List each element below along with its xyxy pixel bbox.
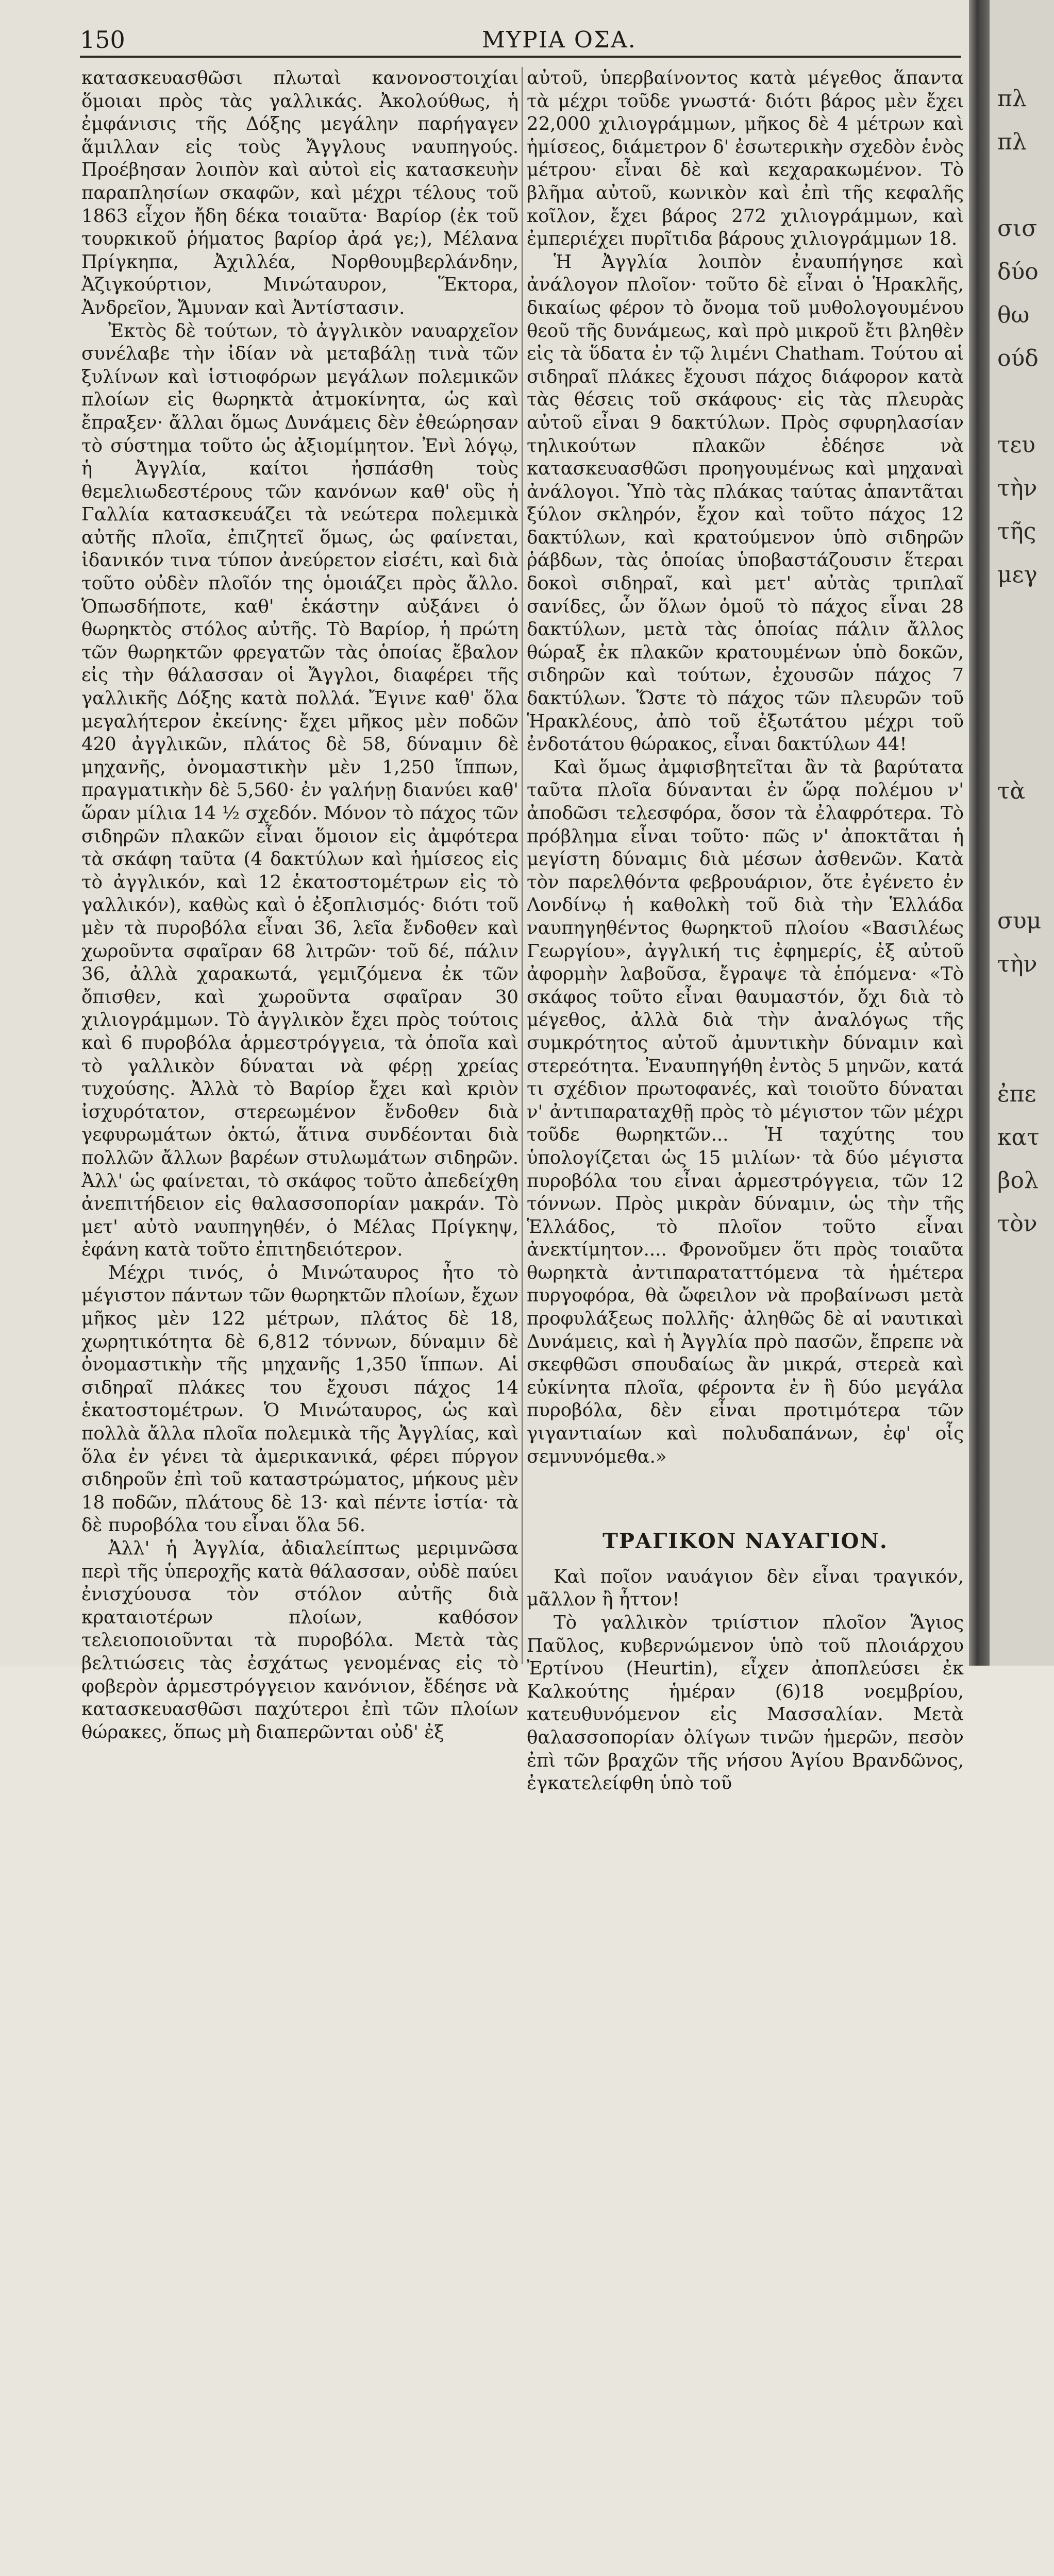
right-column <box>527 67 964 1795</box>
adjacent-page-fragment <box>997 2414 1054 2458</box>
adjacent-page-fragment <box>997 1635 1054 1679</box>
adjacent-page-fragment <box>997 856 1054 900</box>
adjacent-page-fragment <box>997 1722 1054 1765</box>
page-number: 150 <box>80 26 125 54</box>
adjacent-page-fragment: τευ <box>997 432 1035 458</box>
adjacent-page-fragment <box>997 2111 1054 2155</box>
adjacent-page-fragment <box>997 1246 1054 1289</box>
adjacent-page-fragment <box>997 164 1054 207</box>
adjacent-page-fragment: τὴν <box>997 951 1038 977</box>
adjacent-page-fragment <box>997 1289 1054 1332</box>
adjacent-page-fragment: πλ <box>997 129 1027 155</box>
adjacent-page-fragment: βολ <box>997 1167 1039 1194</box>
adjacent-page-fragment: τὸν <box>997 1211 1038 1237</box>
adjacent-page-fragment <box>997 986 1054 1029</box>
adjacent-page-text <box>997 77 1054 2576</box>
adjacent-page-fragment: κατ <box>997 1124 1040 1150</box>
section-paragraph-2: Τὸ γαλλικὸν τριίστιον πλοῖον Ἅγιος Παῦλος, κυβερνώμενον ὑπὸ τοῦ πλοιάρχου Ἐρτίνου (Heurtin), εἶχεν ἀποπλεύσει ἐκ Καλκούτης ἡμέραν (6)18 νοεμβρίου, κατευθυνόμενον εἰς Μασσαλίαν. Μετὰ θαλασσοπορίαν ὀλίγων τινῶν ἡμερῶν, πεσὸν ἐπὶ τῶν βραχῶν τῆς νήσου Ἁγίου Βρανδῶνος, ἐγκατελείφθη ὑπὸ τοῦ <box>527 1612 964 1794</box>
adjacent-page-fragment <box>997 1505 1054 1549</box>
left-paragraph-3: Μέχρι τινός, ὁ Μινώταυρος ἦτο τὸ μέγιστον πάντων τῶν θωρηκτῶν πλοίων, ἔχων μῆκος μὲν 122 μέτρων, πλάτος δὲ 18, χωρητικότητα δὲ 6,812 τόννων, δύναμιν δὲ ὀνομαστικὴν τῆς μηχανῆς 1,350 ἵππων. Αἱ σιδηραῖ πλάκες του ἔχουσι πάχος 14 ἑκατοστομέτρων. Ὁ Μινώταυρος, ὡς καὶ πολλὰ ἄλλα πλοῖα πολεμικὰ τῆς Ἀγγλίας, καὶ ὅλα ἐν γένει τὰ ἀμερικανικά, φέρει πύργον σιδηροῦν ἐπὶ τοῦ καταστρώματος, μήκους μὲν 18 ποδῶν, πλάτους δὲ 13· καὶ πέντε ἱστία· τὰ δὲ πυροβόλα του εἶναι ὅλα 56. <box>81 1262 518 1536</box>
adjacent-page-fragment <box>997 640 1054 683</box>
adjacent-page-fragment: ούδ <box>997 345 1039 371</box>
adjacent-page-fragment: θω <box>997 302 1030 328</box>
adjacent-page-fragment <box>997 2371 1054 2414</box>
left-paragraph-2: Ἐκτὸς δὲ τούτων, τὸ ἀγγλικὸν ναυαρχεῖον συνέλαβε τὴν ἰδίαν νὰ μεταβάλῃ τινὰ τῶν ξυλίνων καὶ ἱστιοφόρων μεγάλων πολεμικῶν πλοίων εἰς θωρηκτὰ ἀτμοκίνητα, ὡς καὶ ἔπραξεν· ἄλλαι ὅμως Δυνάμεις δὲν ἐθεώρησαν τὸ σύστημα τοῦτο ὡς ἀξιομίμητον. Ἐνὶ λόγῳ, ἡ Ἀγγλία, καίτοι ἠσπάσθη τοὺς θεμελιωδεστέρους τῶν κανόνων καθ' οὓς ἡ Γαλλία κατασκευάζει τὰ νεώτερα πολεμικὰ αὐτῆς πλοῖα, ἐπιζητεῖ ὅμως, ὡς φαίνεται, ἰδανικόν τινα τύπον ἀνεύρετον εἰσέτι, καὶ διὰ τοῦτο οὐδὲν πλοῖόν της ὁμοιάζει πρὸς ἄλλο. Ὁπωσδήποτε, καθ' ἑκάστην αὐξάνει ὁ θωρηκτὸς στόλος αὐτῆς. Τὸ Βαρίορ, ἡ πρώτη τῶν θωρηκτῶν φρεγατῶν τὰς ὁποίας ἔβαλον εἰς τὴν θάλασσαν οἱ Ἄγγλοι, διαφέρει τῆς γαλλικῆς Δόξης κατὰ πολλά. Ἔγινε καθ' ὅλα μεγαλήτερον ἐκείνης· ἔχει μῆκος μὲν ποδῶν 420 ἀγγλικῶν, πλάτος δὲ 58, δύναμιν δὲ μηχανῆς, ὀνομαστικὴν μὲν 1,250 ἵππων, πραγματικὴν δὲ 5,560· ἐν γαλήνῃ διανύει καθ' ὥραν μίλια 14 ½ σχεδόν. Μόνον τὸ πάχος τῶν σιδηρῶν πλακῶν εἶναι ὅμοιον εἰς ἀμφότερα τὰ σκάφη ταῦτα (4 δακτύλων καὶ ἡμίσεος εἰς τὸ ἀγγλικόν, καὶ 12 ἑκατοστομέτρων εἰς τὸ γαλλικόν), καθὼς καὶ ὁ ἐξοπλισμός· διότι τοῦ μὲν τὰ πυροβόλα εἶναι 36, λεῖα ἔνδοθεν καὶ χωροῦντα σφαῖραν 68 λιτρῶν· τοῦ δέ, πάλιν 36, ἀλλὰ χαρακωτά, γεμιζόμενα ἐκ τῶν ὄπισθεν, καὶ χωροῦντα σφαῖραν 30 χιλιογράμμων. Τὸ ἀγγλικὸν ἔχει πρὸς τούτοις καὶ 6 πυροβόλα ἁρμεστρόγγεια, τὰ ὁποῖα καὶ τὸ γαλλικὸν δύναται νὰ φέρῃ χρείας τυχούσης. Ἀλλὰ τὸ Βαρίορ ἔχει καὶ κριὸν ἰσχυρότατον, στερεωμένον ἔνδοθεν διὰ γεφυρωμάτων ὀκτώ, ἅτινα συνδέονται διὰ πολλῶν ἄλλων βαρέων στυλωμάτων σιδηρῶν. Ἀλλ' ὡς φαίνεται, τὸ σκάφος τοῦτο ἀπεδείχθη ἀνεπιτήδειον εἰς θαλασσοπορίαν μακράν. Τὸ μετ' αὐτὸ ναυπηγηθέν, ὁ Μέλας Πρίγκηψ, ἐφάνη κατὰ τοῦτο ἐπιτηδειότερον. <box>81 320 518 1261</box>
adjacent-page-fragment <box>997 380 1054 423</box>
left-paragraph-4: Ἀλλ' ἡ Ἀγγλία, ἀδιαλείπτως μεριμνῶσα περὶ τῆς ὑπεροχῆς κατὰ θάλασσαν, οὐδὲ παύει ἐνισχύουσα τὸν στόλον αὐτῆς διὰ κραταιοτέρων πλοίων, καθόσον τελειοποιοῦνται τὰ πυροβόλα. Μετὰ τὰς βελτιώσεις τὰς ἐσχάτως γενομένας εἰς τὸ φοβερὸν ἁρμεστρόγγειον κανόνιον, ἔδέησε νὰ κατασκευασθῶσι παχύτεροι ἐπὶ τῶν πλοίων θώρακες, ὅπως μὴ διαπερῶνται οὐδ' ἐξ <box>81 1538 518 1743</box>
adjacent-page-fragment <box>997 2284 1054 2328</box>
adjacent-page-fragment <box>997 1765 1054 1808</box>
adjacent-page-fragment <box>997 1462 1054 1505</box>
right-paragraph-2: Ἡ Ἀγγλία λοιπὸν ἐναυπήγησε καὶ ἀνάλογον πλοῖον· τοῦτο δὲ εἶναι ὁ Ἡρακλῆς, δικαίως φέρον τὸ ὄνομα τοῦ μυθολογουμένου θεοῦ τῆς δυνάμεως, καὶ πρὸ μικροῦ ἔτι βληθὲν εἰς τὰ ὕδατα ἐν τῷ λιμένι Chatham. Τούτου αἱ σιδηραῖ πλάκες ἔχουσι πάχος διάφορον κατὰ τὰς θέσεις τοῦ σκάφους· εἰς τὰς πλευρὰς αὐτοῦ εἶναι 9 δακτύλων. Πρὸς σφυρηλασίαν τηλικούτων πλακῶν ἐδέησε νὰ κατασκευασθῶσι προηγουμένως καὶ μηχαναὶ ἀνάλογοι. Ὑπὸ τὰς πλάκας ταύτας ἁπαντᾶται ξύλον σκληρόν, ἔχον καὶ τοῦτο πάχος 12 δακτύλων, καὶ κρατούμενον ὑπὸ σιδηρῶν ῥάβδων, τὰς ὁποίας ὑποβαστάζουσιν ἕτεραι δοκοὶ σιδηραῖ, καὶ μετ' αὐτὰς τριπλαῖ σανίδες, ὧν ὅλων ὁμοῦ τὸ πάχος εἶναι 28 δακτύλων, μετὰ τὰς ὁποίας πάλιν ἄλλος θώραξ ἐκ πλακῶν κρατουμένων ὑπὸ δοκῶν, σιδηρῶν καὶ τούτων, ἐχουσῶν πάχος 7 δακτύλων. Ὥστε τὸ πάχος τῶν πλευρῶν τοῦ Ἡρακλέους, ἀπὸ τοῦ ἐξωτάτου μέχρι τοῦ ἐνδοτάτου θώρακος, εἶναι δακτύλων 44! <box>527 251 964 755</box>
adjacent-page-fragment: ἐπε <box>997 1081 1036 1107</box>
section-title: ΤΡΑΓΙΚΟΝ ΝΑΥΑΓΙΟΝ. <box>603 1529 888 1554</box>
adjacent-page-fragment: σισ <box>997 215 1038 242</box>
adjacent-page-fragment <box>997 1679 1054 1722</box>
adjacent-page-fragment <box>997 1895 1054 1938</box>
right-paragraph-3: Καὶ ὅμως ἀμφισβητεῖται ἂν τὰ βαρύτατα ταῦτα πλοῖα δύνανται ἐν ὥρᾳ πολέμου ν' ἀποδῶσι τελεσφόρα, ὅσον τὰ ἐλαφρότερα. Τὸ πρόβλημα εἶναι τοῦτο· πῶς ν' ἀποκτᾶται ἡ μεγίστη δύναμις διὰ μέσων ἀσθενῶν. Κατὰ τὸν παρελθόντα φεβρουάριον, ὅτε ἐγένετο ἐν Λονδίνῳ ἡ καθολκὴ τοῦ διὰ τὴν Ἑλλάδα ναυπηγηθέντος θωρηκτοῦ πλοίου «Βασιλέως Γεωργίου», ἀγγλική τις ἐφημερίς, ἐξ αὐτοῦ ἀφορμὴν λαβοῦσα, ἔγραψε τὰ ἑπόμενα· «Τὸ σκάφος τοῦτο εἶναι θαυμαστόν, ὄχι διὰ τὸ μέγεθος, ἀλλὰ διὰ τὴν ἀναλόγως τῆς συμκρότητος αὐτοῦ ἀμυντικὴν δύναμιν καὶ στερεότητα. Ἐναυπηγήθη ἐντὸς 5 μηνῶν, κατά τι σχέδιον πρωτοφανές, καὶ τοιοῦτο δύναται ν' ἀντιπαραταχθῇ πρὸς τὸ μέγιστον τῶν μέχρι τοῦδε θωρηκτῶν... Ἡ ταχύτης του ὑπολογίζεται ὡς 15 μιλίων· τὰ δύο μέγιστα πυροβόλα του εἶναι ἁρμεστρόγγεια, τῶν 12 τόννων. Πρὸς μικρὰν δύναμιν, ὡς τὴν τῆς Ἑλλάδος, τὸ πλοῖον τοῦτο εἶναι ἀνεκτίμητον.... Φρονοῦμεν ὅτι πρὸς τοιαῦτα θωρηκτὰ ἀντιπαραταττόμενα τὰ ἡμέτερα πυργοφόρα, θὰ ὤφειλον νὰ προβαίνωσι μετὰ προφυλάξεως πολλῆς· ἀληθῶς δὲ αἱ ναυτικαὶ Δυνάμεις, καὶ ἡ Ἀγγλία πρὸ πασῶν, ἔπρεπε νὰ σκεφθῶσι σπουδαίως ἂν μικρά, στερεὰ καὶ εὐκίνητα πλοῖα, φέροντα ἐν ἢ δύο μεγάλα πυροβόλα, δὲν εἶναι προτιμότερα τῶν γιγαντιαίων καὶ πολυδαπάνων, ἐφ' οἷς σεμνυνόμεθα.» <box>527 756 964 1467</box>
left-column <box>81 67 518 1744</box>
adjacent-page-fragment: τὴν <box>997 475 1038 501</box>
column-divider <box>522 67 523 1664</box>
adjacent-page-fragment: δύο <box>997 259 1039 285</box>
adjacent-page-fragment <box>997 1852 1054 1895</box>
book-spine <box>969 0 990 1666</box>
adjacent-page-fragment <box>997 2068 1054 2111</box>
adjacent-page-fragment <box>997 2155 1054 2198</box>
section-paragraph-1: Καὶ ποῖον ναυάγιον δὲν εἶναι τραγικόν, μᾶλλον ἢ ἧττον! <box>527 1566 964 1611</box>
adjacent-page-fragment <box>997 1592 1054 1635</box>
adjacent-page-fragment: τὰ <box>997 778 1026 804</box>
adjacent-page-fragment <box>997 2501 1054 2544</box>
adjacent-page-fragment <box>997 813 1054 856</box>
adjacent-page-fragment <box>997 726 1054 770</box>
adjacent-page-fragment <box>997 2241 1054 2284</box>
adjacent-page-fragment: συμ <box>997 908 1042 934</box>
page-header <box>80 21 956 57</box>
adjacent-page-fragment <box>997 1549 1054 1592</box>
adjacent-page-fragment <box>997 1376 1054 1419</box>
header-rule <box>80 56 961 58</box>
adjacent-page-fragment <box>997 683 1054 726</box>
adjacent-page-fragment <box>997 2025 1054 2068</box>
adjacent-page-fragment <box>997 597 1054 640</box>
adjacent-page-fragment <box>997 1332 1054 1376</box>
adjacent-page-fragment <box>997 1808 1054 1852</box>
adjacent-page-fragment <box>997 1938 1054 1981</box>
adjacent-page-fragment <box>997 2198 1054 2241</box>
running-title: ΜΥΡΙΑ ΟΣΑ. <box>482 27 637 53</box>
adjacent-page-fragment: μεγ <box>997 562 1038 588</box>
adjacent-page-fragment <box>997 2328 1054 2371</box>
adjacent-page-fragment <box>997 2458 1054 2501</box>
adjacent-page-fragment <box>997 2544 1054 2576</box>
adjacent-page-fragment <box>997 1419 1054 1462</box>
adjacent-page-fragment <box>997 1981 1054 2025</box>
adjacent-page-fragment: πλ <box>997 86 1027 112</box>
right-paragraph-1: αὐτοῦ, ὑπερβαίνοντος κατὰ μέγεθος ἅπαντα τὰ μέχρι τοῦδε γνωστά· διότι βάρος μὲν ἔχει 22,000 χιλιογράμμων, μῆκος δὲ 4 μέτρων καὶ ἡμίσεος, διάμετρον δ' ἐσωτερικὴν σχεδὸν ἑνὸς μέτρου· εἶναι δὲ καὶ κεχαρακωμένον. Τὸ βλῆμα αὐτοῦ, κωνικὸν καὶ ἐπὶ τῆς κεφαλῆς κοῖλον, ἔχει βάρος 272 χιλιογράμμων, καὶ ἐμπεριέχει πυρῖτιδα βάρους χιλιογράμμων 18. <box>527 67 964 250</box>
adjacent-page-fragment <box>997 1029 1054 1073</box>
adjacent-page-fragment: τῆς <box>997 518 1036 545</box>
left-paragraph-1: κατασκευασθῶσι πλωταὶ κανονοστοιχίαι ὅμοιαι πρὸς τὰς γαλλικάς. Ἀκολούθως, ἡ ἐμφάνισις τῆς Δόξης μεγάλην παρήγαγεν ἅμιλλαν εἰς τοὺς Ἄγγλους ναυπηγούς. Προέβησαν λοιπὸν καὶ αὐτοὶ εἰς κατασκευὴν παραπλησίων σκαφῶν, καὶ μέχρι τέλους τοῦ 1863 εἶχον ἤδη δέκα τοιαῦτα· Βαρίορ (ἐκ τοῦ τουρκικοῦ ῥήματος βαρίορ ἀρά γε;), Μέλανα Πρίγκηπα, Ἀχιλλέα, Νορθουμβερλάνδην, Ἀζιγκούρτιον, Μινώταυρον, Ἕκτορα, Ἀνδρεῖον, Ἄμυναν καὶ Ἀντίστασιν. <box>81 67 518 318</box>
